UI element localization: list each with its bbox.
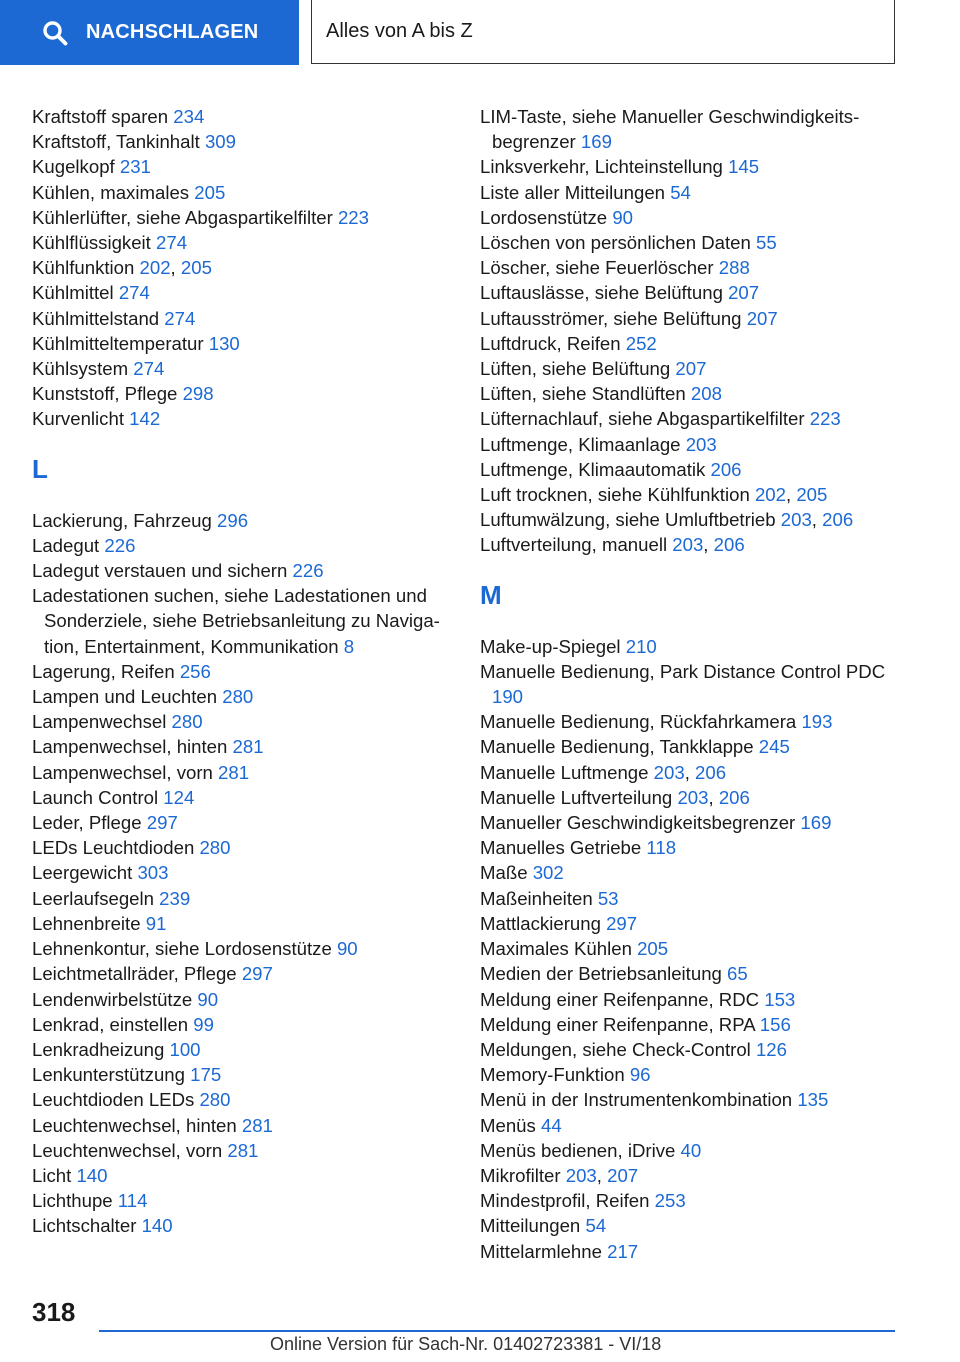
page-link[interactable]: 142 <box>129 408 161 430</box>
page-link[interactable]: 223 <box>337 206 369 228</box>
index-entry <box>32 104 452 129</box>
index-term: Launch Control <box>32 786 159 808</box>
index-term: Lichthupe <box>32 1190 113 1212</box>
index-term: Kurvenlicht <box>32 408 124 430</box>
search-icon <box>42 20 68 46</box>
page-link[interactable]: 206 <box>718 786 750 808</box>
page-link[interactable]: 274 <box>133 358 165 380</box>
index-term: Linksverkehr, Lichteinstellung <box>480 156 723 178</box>
index-entry <box>480 306 920 331</box>
index-term: Lüften, siehe Belüftung <box>480 358 671 380</box>
index-term: Leichtmetallräder, Pflege <box>32 963 237 985</box>
index-entry: Luftverteilung, manuell 203, 206 <box>480 534 745 556</box>
index-term: Lenkunterstützung <box>32 1064 185 1086</box>
index-term: Meldung einer Reifenpanne, RDC <box>480 988 760 1010</box>
page-link[interactable]: 274 <box>156 232 188 254</box>
index-term: Licht <box>32 1164 72 1186</box>
page-link[interactable]: 280 <box>171 711 203 733</box>
index-entry <box>32 583 452 659</box>
page-link[interactable]: 245 <box>758 736 790 758</box>
index-term: Manueller Geschwindigkeitsbegrenzer <box>480 812 796 834</box>
index-entry <box>480 180 920 205</box>
index-term: Kühlsystem <box>32 358 129 380</box>
index-term: Make-up-Spiegel <box>480 635 621 657</box>
index-entry <box>480 810 920 835</box>
page-link[interactable]: 208 <box>690 383 722 405</box>
index-term: Maximales Kühlen <box>480 938 632 960</box>
page-link[interactable]: 206 <box>710 458 742 480</box>
page-link[interactable]: 309 <box>204 131 236 153</box>
index-entry <box>32 810 452 835</box>
index-entry <box>32 1138 452 1163</box>
index-entry <box>480 911 920 936</box>
page-link[interactable]: 169 <box>580 131 612 153</box>
index-term: Lüfternachlauf, siehe Abgaspartikelfilter <box>480 408 805 430</box>
index-entry <box>480 381 920 406</box>
index-term: Menü in der Instrumentenkombination <box>480 1089 793 1111</box>
index-entry <box>480 1239 920 1264</box>
index-term: Maßeinheiten <box>480 887 593 909</box>
index-entry <box>480 331 920 356</box>
index-entry <box>480 205 920 230</box>
index-entry <box>32 356 452 381</box>
page-link[interactable]: 65 <box>727 963 748 985</box>
index-entry <box>32 1188 452 1213</box>
index-term: Meldungen, siehe Check-Control <box>480 1038 751 1060</box>
index-term: Luftauslässe, siehe Belüftung <box>480 282 723 304</box>
index-term: Mittelarmlehne <box>480 1240 602 1262</box>
page-link[interactable]: 96 <box>629 1064 651 1086</box>
index-term: Kühlfunktion <box>32 257 135 279</box>
page-link[interactable]: 281 <box>227 1139 259 1161</box>
page-link[interactable]: 281 <box>232 736 264 758</box>
page-link[interactable]: 303 <box>137 862 169 884</box>
page-link[interactable]: 126 <box>755 1038 787 1060</box>
index-entry <box>32 734 452 759</box>
index-term: Kühlmittelstand <box>32 307 160 329</box>
index-term: Lordosenstütze <box>480 206 608 228</box>
page-link[interactable]: 54 <box>670 181 691 203</box>
index-entry <box>32 684 452 709</box>
index-entry <box>32 280 452 305</box>
page-link[interactable]: 205 <box>194 181 226 203</box>
index-term: Menüs bedienen, iDrive <box>480 1139 676 1161</box>
index-term: Kugelkopf <box>32 156 115 178</box>
page-link[interactable]: 8 <box>343 635 355 657</box>
index-entry <box>480 457 920 482</box>
index-entry <box>32 533 452 558</box>
index-entry: Mikrofilter 203, 207 <box>480 1164 639 1186</box>
index-entry <box>480 432 920 457</box>
index-term: Ladestationen suchen, siehe Ladestationen und Sonderziele, siehe Betriebsanleitung zu Naviga-tion, Entertainment, Kommunikation <box>32 585 440 657</box>
index-term: Kühlerlüfter, siehe Abgaspartikelfilter <box>32 206 333 228</box>
index-term: Mitteilungen <box>480 1215 581 1237</box>
page-link[interactable]: 297 <box>146 812 178 834</box>
index-term: Luft trocknen, siehe Kühlfunktion <box>480 484 750 506</box>
index-term: Luftmenge, Klimaautomatik <box>480 458 706 480</box>
index-entry <box>480 1012 920 1037</box>
page-link[interactable]: 145 <box>728 156 760 178</box>
index-term: Lendenwirbelstütze <box>32 988 193 1010</box>
page-link[interactable]: 169 <box>800 812 832 834</box>
page-link[interactable]: 53 <box>597 887 619 909</box>
page-link[interactable]: 206 <box>695 761 727 783</box>
index-entry <box>32 406 452 431</box>
page-link[interactable]: 118 <box>646 837 677 859</box>
page-link[interactable]: 207 <box>728 282 760 304</box>
index-entry <box>32 987 452 1012</box>
index-term: Mattlackierung <box>480 912 601 934</box>
page-link[interactable]: 288 <box>718 257 750 279</box>
page-link[interactable]: 90 <box>197 988 219 1010</box>
index-term: Lackierung, Fahrzeug <box>32 509 212 531</box>
index-entry <box>480 230 920 255</box>
index-entry <box>480 1087 920 1112</box>
index-entry <box>32 760 452 785</box>
page-link[interactable]: 256 <box>179 660 211 682</box>
index-entry <box>32 1012 452 1037</box>
index-term: Kühlmitteltemperatur <box>32 332 204 354</box>
index-term: Lichtschalter <box>32 1215 137 1237</box>
index-entry <box>32 230 452 255</box>
page-link[interactable]: 226 <box>292 560 324 582</box>
footer-text: Online Version für Sach-Nr. 01402723381 - VI/18 <box>270 1334 662 1354</box>
page-link[interactable]: 130 <box>208 332 240 354</box>
index-term: Lehnenkontur, siehe Lordosenstütze <box>32 938 332 960</box>
index-term: Ladegut <box>32 534 100 556</box>
page-link[interactable]: 274 <box>118 282 150 304</box>
page-link[interactable]: 205 <box>796 484 828 506</box>
index-term: Leuchtenwechsel, hinten <box>32 1114 237 1136</box>
page-link[interactable]: 210 <box>625 635 657 657</box>
page-link[interactable]: 302 <box>532 862 564 884</box>
index-entry: Manuelle Luftmenge 203, 206 <box>480 761 727 783</box>
page-link[interactable]: 40 <box>680 1139 702 1161</box>
page-link[interactable]: 280 <box>222 686 254 708</box>
page-link[interactable]: 135 <box>797 1089 829 1111</box>
index-term: Lampenwechsel, hinten <box>32 736 228 758</box>
page-link[interactable]: 296 <box>217 509 249 531</box>
page-link[interactable]: 206 <box>822 509 854 531</box>
page-link[interactable]: 90 <box>336 938 358 960</box>
page-link[interactable]: 90 <box>612 206 634 228</box>
index-term: Memory-Funktion <box>480 1064 625 1086</box>
index-column-left <box>32 104 452 1239</box>
page-link[interactable]: 280 <box>199 1089 231 1111</box>
index-term: Manuelle Bedienung, Tankklappe <box>480 736 754 758</box>
page-link[interactable]: 99 <box>193 1013 214 1035</box>
page-link[interactable]: 124 <box>163 786 195 808</box>
index-term: Liste aller Mitteilungen <box>480 181 666 203</box>
page-link[interactable]: 205 <box>637 938 669 960</box>
page-link[interactable]: 297 <box>241 963 273 985</box>
page-link[interactable]: 91 <box>145 912 167 934</box>
page-number: 318 <box>32 1297 76 1327</box>
index-term: Kraftstoff, Tankinhalt <box>32 131 200 153</box>
index-entry <box>480 987 920 1012</box>
index-term: Manuelle Luftmenge <box>480 761 649 783</box>
page-link[interactable]: 280 <box>199 837 231 859</box>
page-link[interactable]: 207 <box>607 1164 639 1186</box>
index-entry: Luft trocknen, siehe Kühlfunktion 202, 205 <box>480 484 828 506</box>
index-term: Luftdruck, Reifen <box>480 332 621 354</box>
index-entry <box>480 634 920 659</box>
page-link[interactable]: 203 <box>565 1164 597 1186</box>
index-entry <box>480 860 920 885</box>
index-entry <box>32 205 452 230</box>
index-entry <box>480 1188 920 1213</box>
index-entry <box>480 154 920 179</box>
index-entry <box>32 306 452 331</box>
index-entry <box>480 1138 920 1163</box>
index-term: Meldung einer Reifenpanne, RPA <box>480 1013 755 1035</box>
index-term: Löschen von persönlichen Daten <box>480 232 751 254</box>
index-term: Löscher, siehe Feuerlöscher <box>480 257 714 279</box>
index-entry <box>480 255 920 280</box>
index-term: Lenkradheizung <box>32 1038 165 1060</box>
index-term: Lagerung, Reifen <box>32 660 175 682</box>
index-entry <box>32 886 452 911</box>
index-entry <box>480 356 920 381</box>
index-entry <box>32 860 452 885</box>
index-term: Leuchtenwechsel, vorn <box>32 1139 223 1161</box>
index-entry <box>32 961 452 986</box>
index-entry <box>480 961 920 986</box>
index-term: Mindestprofil, Reifen <box>480 1190 650 1212</box>
index-entry <box>480 1037 920 1062</box>
index-term: Mikrofilter <box>480 1164 561 1186</box>
index-entry <box>32 1213 452 1238</box>
page-link[interactable]: 202 <box>754 484 786 506</box>
index-entry <box>32 936 452 961</box>
index-entry <box>32 785 452 810</box>
index-entry <box>32 1062 452 1087</box>
index-term: Luftmenge, Klimaanlage <box>480 433 681 455</box>
index-term: Kühlen, maximales <box>32 181 190 203</box>
page-link[interactable]: 156 <box>759 1013 791 1035</box>
index-term: Lehnenbreite <box>32 912 141 934</box>
index-term: Leergewicht <box>32 862 133 884</box>
index-term: Lüften, siehe Standlüften <box>480 383 686 405</box>
index-term: Kraftstoff sparen <box>32 106 169 127</box>
index-term: Luftverteilung, manuell <box>480 534 668 556</box>
index-term: Leuchtdioden LEDs <box>32 1089 195 1111</box>
page-link[interactable]: 202 <box>139 257 171 279</box>
page-link[interactable]: 140 <box>141 1215 173 1237</box>
section-letter: M <box>480 579 502 610</box>
page-link[interactable]: 203 <box>672 534 704 556</box>
index-term: Manuelle Bedienung, Rückfahrkamera <box>480 711 797 733</box>
index-term: LEDs Leuchtdioden <box>32 837 195 859</box>
page-link[interactable]: 274 <box>164 307 196 329</box>
index-term: Luftausströmer, siehe Belüftung <box>480 307 742 329</box>
index-entry: Luftumwälzung, siehe Umluftbetrieb 203, 206 <box>480 509 854 531</box>
page-link[interactable]: 54 <box>585 1215 607 1237</box>
header <box>0 0 960 66</box>
index-term: Maße <box>480 862 528 884</box>
breadcrumb[interactable]: Alles von A bis Z <box>311 0 895 64</box>
index-entry <box>480 936 920 961</box>
page-link[interactable]: 193 <box>801 711 833 733</box>
index-column-right <box>480 104 920 1264</box>
index-term: Medien der Betriebsanleitung <box>480 963 722 985</box>
nachschlagen-button[interactable] <box>0 0 299 65</box>
page-link[interactable]: 281 <box>241 1114 273 1136</box>
page-link[interactable]: 203 <box>685 433 717 455</box>
index-entry <box>32 1087 452 1112</box>
page-link[interactable]: 217 <box>607 1240 639 1262</box>
index-entry <box>32 835 452 860</box>
page-link[interactable]: 175 <box>190 1064 222 1086</box>
page-link[interactable]: 239 <box>159 887 191 909</box>
index-entry <box>32 1163 452 1188</box>
page-link[interactable]: 205 <box>180 257 212 279</box>
index-entry <box>32 1037 452 1062</box>
index-term: Lenkrad, einstellen <box>32 1013 189 1035</box>
page-link[interactable]: 298 <box>182 383 214 405</box>
page-link[interactable]: 252 <box>625 332 657 354</box>
index-entry <box>32 1113 452 1138</box>
page-link[interactable]: 253 <box>654 1190 686 1212</box>
index-term: Kühlmittel <box>32 282 114 304</box>
nav-label: NACHSCHLAGEN <box>86 21 259 43</box>
index-term: Manuelle Bedienung, Park Distance Control PDC <box>480 660 886 682</box>
index-entry <box>32 508 452 533</box>
index-entry <box>32 659 452 684</box>
index-term: Manuelle Luftverteilung <box>480 786 673 808</box>
page-link[interactable]: 223 <box>809 408 841 430</box>
page-link[interactable]: 207 <box>675 358 707 380</box>
page-link[interactable]: 207 <box>746 307 778 329</box>
page-link[interactable]: 203 <box>677 786 709 808</box>
index-entry <box>480 406 920 431</box>
index-entry <box>32 558 452 583</box>
page-link[interactable]: 203 <box>653 761 685 783</box>
index-entry <box>32 129 452 154</box>
page-link[interactable]: 203 <box>780 509 812 531</box>
index-entry <box>32 709 452 734</box>
index-term: LIM-Taste, siehe Manueller Geschwindigkeits-begrenzer <box>480 106 860 153</box>
index-entry <box>480 886 920 911</box>
section-letter: L <box>32 453 48 484</box>
index-term: Kunststoff, Pflege <box>32 383 178 405</box>
page-link[interactable]: 231 <box>119 156 151 178</box>
index-entry <box>480 104 920 154</box>
index-entry <box>480 709 920 734</box>
page-link[interactable]: 297 <box>606 912 638 934</box>
page-link[interactable]: 281 <box>218 761 250 783</box>
page-link[interactable]: 190 <box>492 686 524 708</box>
page-link[interactable]: 44 <box>540 1114 562 1136</box>
index-entry <box>480 280 920 305</box>
index-term: Luftumwälzung, siehe Umluftbetrieb <box>480 509 776 531</box>
index-entry: Kühlfunktion 202, 205 <box>32 257 212 279</box>
page-link[interactable]: 100 <box>169 1038 201 1060</box>
index-entry <box>32 911 452 936</box>
index-term: Lampenwechsel <box>32 711 167 733</box>
index-term: Menüs <box>480 1114 536 1136</box>
page-link[interactable]: 234 <box>173 106 205 127</box>
page-link[interactable]: 153 <box>764 988 796 1010</box>
page-link[interactable]: 140 <box>76 1164 108 1186</box>
index-term: Leder, Pflege <box>32 812 142 834</box>
page-link[interactable]: 55 <box>756 232 777 254</box>
footer-divider <box>99 1330 895 1332</box>
index-entry <box>480 1213 920 1238</box>
index-entry <box>480 1113 920 1138</box>
index-term: Manuelles Getriebe <box>480 837 642 859</box>
index-term: Lampenwechsel, vorn <box>32 761 213 783</box>
page-link[interactable]: 226 <box>104 534 136 556</box>
index-term: Lampen und Leuchten <box>32 686 218 708</box>
index-entry <box>32 331 452 356</box>
index-term: Kühlflüssigkeit <box>32 232 151 254</box>
index-entry <box>480 659 920 709</box>
page-link[interactable]: 114 <box>117 1190 148 1212</box>
index-entry <box>480 835 920 860</box>
index-entry: Manuelle Luftverteilung 203, 206 <box>480 786 750 808</box>
index-entry <box>32 154 452 179</box>
index-entry <box>480 734 920 759</box>
index-term: Leerlaufsegeln <box>32 887 154 909</box>
index-entry <box>32 180 452 205</box>
page-link[interactable]: 206 <box>713 534 745 556</box>
index-entry <box>32 381 452 406</box>
index-entry <box>480 1062 920 1087</box>
index-term: Ladegut verstauen und sichern <box>32 560 288 582</box>
